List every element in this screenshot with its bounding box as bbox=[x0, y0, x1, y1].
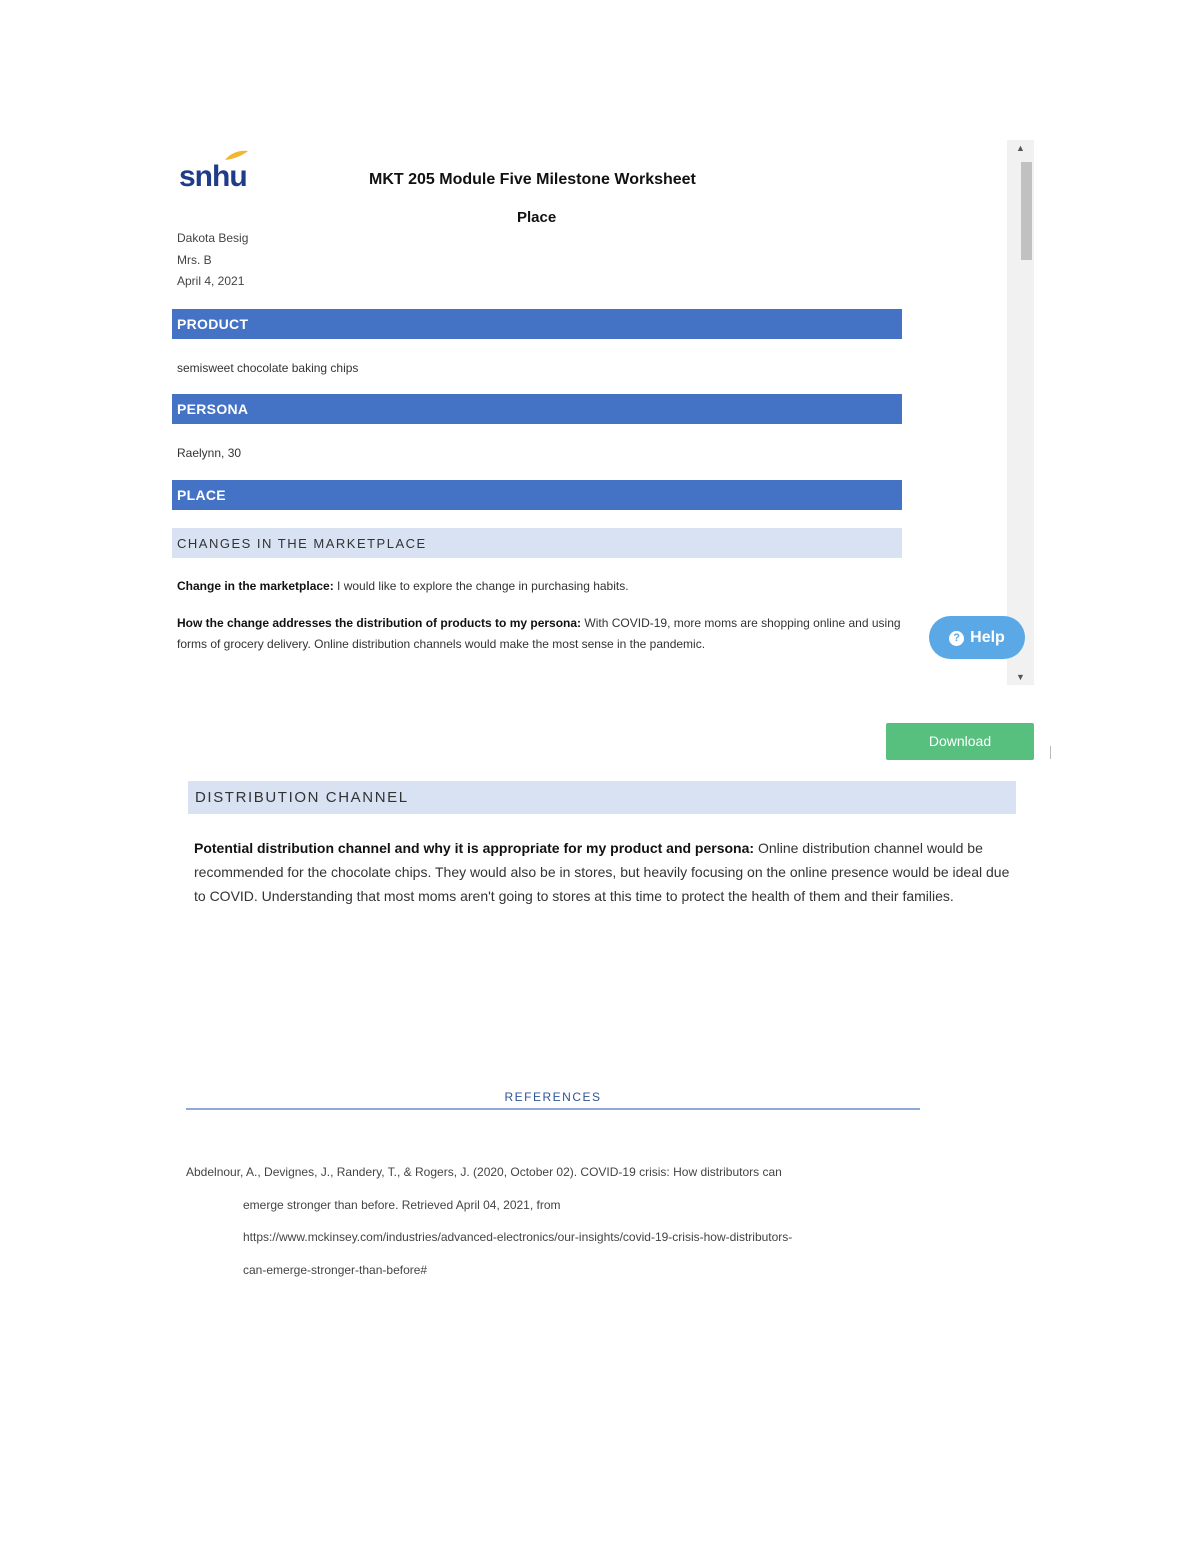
references-heading: REFERENCES bbox=[504, 1090, 602, 1104]
persona-heading: PERSONA bbox=[172, 394, 902, 424]
scroll-thumb[interactable] bbox=[1021, 162, 1032, 260]
changes-heading: CHANGES IN THE MARKETPLACE bbox=[172, 528, 902, 558]
logo-text: snhu bbox=[179, 160, 247, 193]
download-label: Download bbox=[928, 733, 992, 749]
snhu-logo bbox=[179, 148, 249, 196]
document-subtitle: Place bbox=[517, 209, 557, 226]
help-label: Help bbox=[970, 629, 1005, 646]
question-circle-icon: ? bbox=[949, 631, 964, 646]
download-button-clip bbox=[886, 733, 1034, 760]
product-value: semisweet chocolate baking chips bbox=[177, 361, 359, 375]
distribution-label: Potential distribution channel and why it is appropriate for my product and persona: bbox=[194, 840, 755, 856]
viewer-scrollbar[interactable] bbox=[1007, 140, 1034, 685]
help-button[interactable] bbox=[929, 616, 1025, 659]
reference-line: can-emerge-stronger-than-before# bbox=[243, 1263, 428, 1277]
distribution-heading: DISTRIBUTION CHANNEL bbox=[188, 781, 1016, 814]
how-paragraph bbox=[177, 613, 902, 655]
change-paragraph bbox=[177, 576, 902, 597]
reference-line: emerge stronger than before. Retrieved April 04, 2021, from bbox=[243, 1198, 561, 1212]
reference-line: Abdelnour, A., Devignes, J., Randery, T., & Rogers, J. (2020, October 02). COVID-19 crisis: How distributors can bbox=[186, 1165, 782, 1179]
instructor-name: Mrs. B bbox=[177, 253, 212, 267]
download-button[interactable] bbox=[886, 723, 1034, 760]
reference-link[interactable]: https://www.mckinsey.com/industries/advanced-electronics/our-insights/covid-19-crisis-how-distributors- bbox=[243, 1230, 793, 1244]
change-text: I would like to explore the change in purchasing habits. bbox=[333, 579, 629, 593]
scroll-up-arrow-icon[interactable]: ▲ bbox=[1016, 143, 1025, 153]
references-rule bbox=[186, 1108, 920, 1110]
how-label: How the change addresses the distribution of products to my persona: bbox=[177, 616, 582, 630]
distribution-paragraph bbox=[194, 836, 1016, 926]
author-name: Dakota Besig bbox=[177, 231, 249, 245]
product-heading: PRODUCT bbox=[172, 309, 902, 339]
change-label: Change in the marketplace: bbox=[177, 579, 334, 593]
document-date: April 4, 2021 bbox=[177, 274, 245, 288]
divider bbox=[1050, 746, 1051, 759]
how-text: With COVID-19, more moms are shopping online and using forms of grocery delivery. Online distribution channels would make the most sense in the pandemic. bbox=[177, 616, 901, 651]
distribution-text: Online distribution channel would be recommended for the chocolate chips. They would also be in stores, but heavily focusing on the online presence would be ideal due to COVID. Understanding that most moms aren't going to stores at this time to protect the health of them and their families. bbox=[194, 840, 1010, 904]
document-title: MKT 205 Module Five Milestone Worksheet bbox=[369, 171, 696, 188]
document-viewer[interactable] bbox=[163, 140, 1036, 685]
persona-value: Raelynn, 30 bbox=[177, 446, 242, 460]
scroll-down-arrow-icon[interactable]: ▼ bbox=[1016, 672, 1025, 682]
place-heading: PLACE bbox=[172, 480, 902, 510]
